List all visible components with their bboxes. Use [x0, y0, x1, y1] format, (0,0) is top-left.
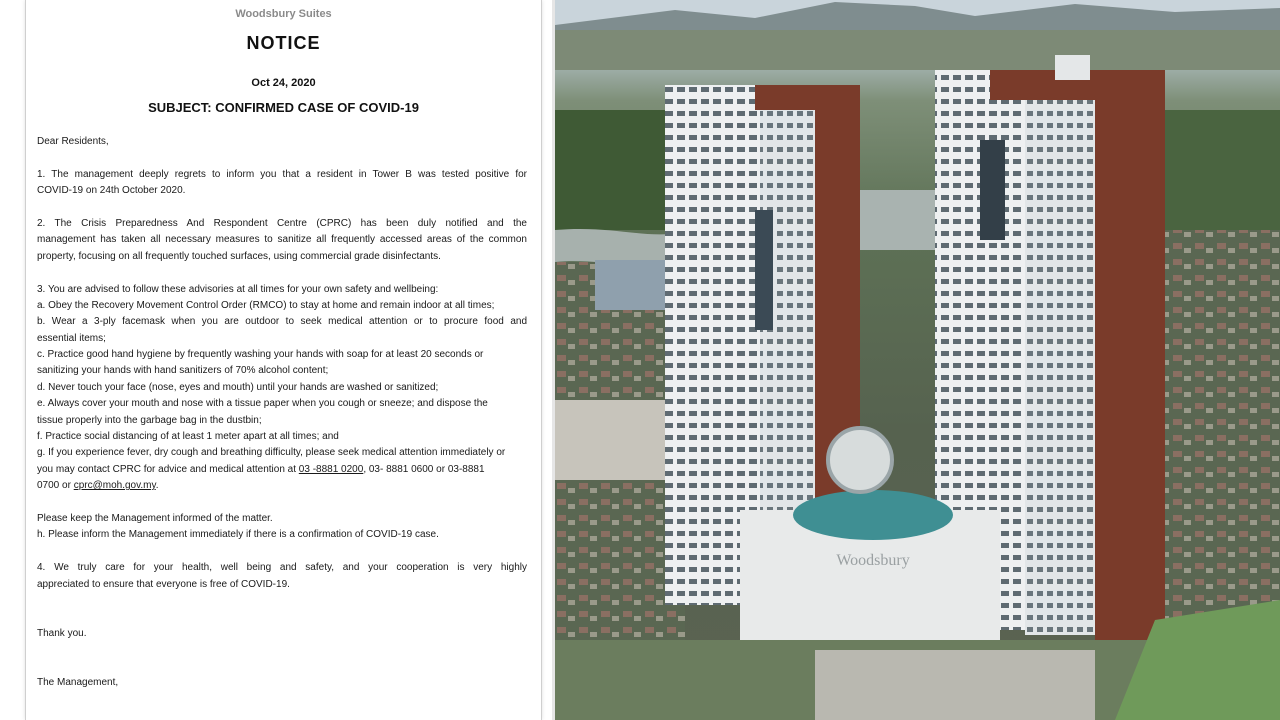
building-photo: [555, 0, 1280, 720]
contact-prefix: you may contact CPRC for advice and medical attention at: [37, 463, 299, 475]
swimming-pool: [793, 490, 953, 540]
paragraph-4-line: 4. We truly care for your health, well being and safety, and your cooperation is very highly: [37, 562, 527, 574]
thanks-line: Thank you.: [37, 627, 87, 639]
contact-line: [37, 462, 527, 478]
signoff-line: The Management,: [37, 676, 119, 688]
tower-b-side: [1025, 75, 1095, 635]
building-sign: Woodsbury: [836, 552, 910, 569]
keep-informed-line: Please keep the Management informed of the matter.: [37, 512, 273, 524]
paragraph-1-line: COVID-19 on 24th October 2020.: [37, 185, 186, 197]
paragraph-4-line: appreciated to ensure that everyone is free of COVID-19.: [37, 578, 290, 590]
notice-document: [25, 0, 542, 720]
advisory-line: tissue properly into the garbage bag in the dustbin;: [37, 414, 262, 426]
paragraph-1-line: 1. The management deeply regrets to inform you that a resident in Tower B was tested positive for: [37, 168, 527, 180]
contact-prefix-2: 0700 or: [37, 480, 74, 492]
notice-subject: SUBJECT: CONFIRMED CASE OF COVID-19: [148, 100, 419, 115]
advisory-line: d. Never touch your face (nose, eyes and mouth) until your hands are washed or sanitized;: [37, 381, 439, 393]
paragraph-2-line: 2. The Crisis Preparedness And Respondent Centre (CPRC) has been duly notified and the: [37, 217, 527, 229]
notice-date: Oct 24, 2020: [251, 77, 316, 89]
advisory-h-line: h. Please inform the Management immediately if there is a confirmation of COVID-19 case.: [37, 529, 439, 541]
distant-town: [555, 30, 1280, 70]
rooftop-pavilion: [828, 428, 892, 492]
paragraph-3-intro: 3. You are advised to follow these advisories at all times for your own safety and wellbeing:: [37, 283, 439, 295]
advisory-line: b. Wear a 3-ply facemask when you are outdoor to seek medical attention or to procure food and: [37, 316, 527, 328]
tower-b-roof-structure: [1055, 55, 1090, 80]
contact-line-2: [37, 478, 527, 494]
notice-title: NOTICE: [246, 33, 321, 53]
forest-right: [1155, 110, 1280, 230]
phone-link[interactable]: 03 -8881 0200: [298, 463, 364, 475]
contact-suffix: .: [155, 480, 159, 492]
blue-roof-building: [595, 260, 675, 310]
notice-panel: [0, 0, 552, 720]
advisory-line: e. Always cover your mouth and nose with a tissue paper when you cough or sneeze; and dispose the: [37, 398, 488, 410]
warehouse-roof: [555, 400, 680, 480]
tower-b-glass-strip: [980, 140, 1005, 240]
notice-body: [37, 134, 527, 691]
tower-a-glass-strip: [755, 210, 773, 330]
driveway: [815, 650, 1095, 720]
contact-rest: , 03- 8881 0600 or 03-8881: [363, 463, 485, 475]
advisory-line: f. Practice social distancing of at least 1 meter apart at all times; and: [37, 431, 339, 443]
tower-b-accent: [1095, 85, 1165, 640]
email-link[interactable]: cprc@moh.gov.my: [73, 480, 156, 492]
advisory-line: g. If you experience fever, dry cough and breathing difficulty, please seek medical attention immediately or: [37, 447, 506, 459]
building-photo-illustration: [555, 0, 1280, 720]
advisory-line: a. Obey the Recovery Movement Control Order (RMCO) to stay at home and remain indoor at all times;: [37, 299, 495, 311]
advisory-line: sanitizing your hands with hand sanitizers of 70% alcohol content;: [37, 365, 329, 377]
greeting: Dear Residents,: [37, 136, 109, 147]
paragraph-2-line: management has taken all necessary measures to sanitize all frequently accessed areas of the common: [37, 234, 527, 246]
advisory-line: essential items;: [37, 332, 106, 344]
building-name: Woodsbury Suites: [235, 8, 332, 20]
paragraph-2-line: property, focusing on all frequently touched surfaces, using commercial grade disinfectants.: [37, 250, 441, 262]
advisory-line: c. Practice good hand hygiene by frequently washing your hands with soap for at least 20 seconds or: [37, 349, 484, 361]
